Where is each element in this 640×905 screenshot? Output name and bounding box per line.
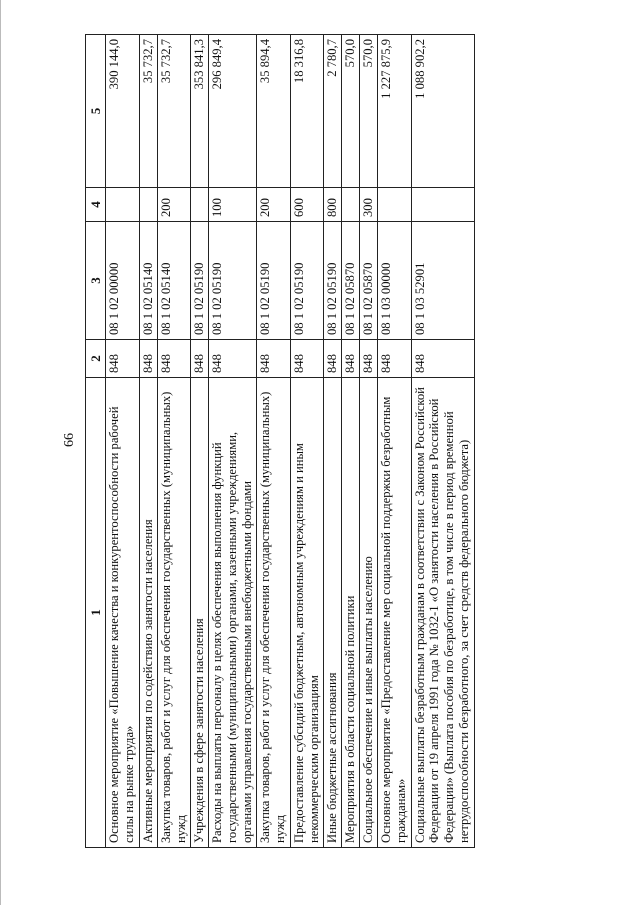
row-target-code: 08 1 03 52901 [411, 222, 474, 340]
row-amount: 353 841,3 [190, 35, 208, 188]
row-amount: 570,0 [360, 35, 378, 188]
row-expense-type: 200 [157, 188, 190, 222]
row-name: Учреждения в сфере занятости населения [190, 378, 208, 848]
row-amount: 35 894,4 [257, 35, 290, 188]
table-row [360, 35, 378, 848]
row-target-code: 08 1 03 00000 [378, 222, 411, 340]
row-expense-type [411, 188, 474, 222]
page-number: 66 [62, 433, 77, 447]
row-target-code: 08 1 02 00000 [106, 222, 139, 340]
table-row [139, 35, 157, 848]
row-admin-code: 848 [378, 340, 411, 378]
table-row [257, 35, 290, 848]
table-row [342, 35, 360, 848]
row-admin-code: 848 [360, 340, 378, 378]
row-expense-type: 600 [290, 188, 323, 222]
row-target-code: 08 1 02 05190 [209, 222, 257, 340]
row-amount: 2 780,7 [323, 35, 341, 188]
row-name: Основное мероприятие «Предоставление мер социальной поддержки безработным гражданам» [378, 378, 411, 848]
row-admin-code: 848 [157, 340, 190, 378]
row-target-code: 08 1 02 05190 [290, 222, 323, 340]
table-row [378, 35, 411, 848]
row-admin-code: 848 [190, 340, 208, 378]
row-expense-type: 200 [257, 188, 290, 222]
table-row [290, 35, 323, 848]
budget-table-container [85, 39, 475, 848]
row-target-code: 08 1 02 05140 [157, 222, 190, 340]
table-row [209, 35, 257, 848]
table-row [106, 35, 139, 848]
scan-edge-line [0, 0, 1, 905]
row-admin-code: 848 [411, 340, 474, 378]
header-row [86, 35, 106, 848]
row-admin-code: 848 [257, 340, 290, 378]
row-name: Социальное обеспечение и иные выплаты населению [360, 378, 378, 848]
row-target-code: 08 1 02 05870 [342, 222, 360, 340]
row-expense-type: 300 [360, 188, 378, 222]
row-amount: 1 227 875,9 [378, 35, 411, 188]
header-col-5: 5 [86, 35, 106, 188]
row-target-code: 08 1 02 05190 [257, 222, 290, 340]
row-target-code: 08 1 02 05190 [323, 222, 341, 340]
row-target-code: 08 1 02 05140 [139, 222, 157, 340]
table-row [190, 35, 208, 848]
row-admin-code: 848 [290, 340, 323, 378]
row-admin-code: 848 [139, 340, 157, 378]
row-name: Активные мероприятия по содействию занятости населения [139, 378, 157, 848]
row-amount: 35 732,7 [157, 35, 190, 188]
row-amount: 570,0 [342, 35, 360, 188]
row-amount: 296 849,4 [209, 35, 257, 188]
row-amount: 1 088 902,2 [411, 35, 474, 188]
row-name: Предоставление субсидий бюджетным, автономным учреждениям и иным некоммерческим организациям [290, 378, 323, 848]
budget-table [85, 34, 475, 848]
table-row [157, 35, 190, 848]
row-admin-code: 848 [209, 340, 257, 378]
row-expense-type [139, 188, 157, 222]
row-name: Иные бюджетные ассигнования [323, 378, 341, 848]
row-amount: 18 316,8 [290, 35, 323, 188]
row-expense-type [342, 188, 360, 222]
row-target-code: 08 1 02 05190 [190, 222, 208, 340]
header-col-1: 1 [86, 378, 106, 848]
header-col-3: 3 [86, 222, 106, 340]
row-name: Закупка товаров, работ и услуг для обеспечения государственных (муниципальных) нужд [157, 378, 190, 848]
row-name: Основное мероприятие «Повышение качества и конкурентоспособности рабочей силы на рынке труда» [106, 378, 139, 848]
table-row [411, 35, 474, 848]
row-admin-code: 848 [323, 340, 341, 378]
header-col-2: 2 [86, 340, 106, 378]
row-target-code: 08 1 02 05870 [360, 222, 378, 340]
row-name: Закупка товаров, работ и услуг для обеспечения государственных (муниципальных) нужд [257, 378, 290, 848]
row-amount: 35 732,7 [139, 35, 157, 188]
table-row [323, 35, 341, 848]
header-col-4: 4 [86, 188, 106, 222]
row-admin-code: 848 [342, 340, 360, 378]
row-expense-type [190, 188, 208, 222]
row-expense-type: 100 [209, 188, 257, 222]
row-expense-type [106, 188, 139, 222]
row-name: Мероприятия в области социальной политики [342, 378, 360, 848]
row-admin-code: 848 [106, 340, 139, 378]
row-name: Социальные выплаты безработным гражданам в соответствии с Законом Российской Федерации от 19 апреля 1991 года № 1032-1 «О занятости населения в Российской Федерации» (Выплата пособия по безработице, в том числе в период временной нетрудоспособности безработного, за счет средств федерального бюджета) [411, 378, 474, 848]
row-expense-type [378, 188, 411, 222]
row-expense-type: 800 [323, 188, 341, 222]
row-name: Расходы на выплаты персоналу в целях обеспечения выполнения функций государственными (муниципальными) органами, казенными учреждениями, органами управления государственными внебюджетными фондами [209, 378, 257, 848]
row-amount: 390 144,0 [106, 35, 139, 188]
